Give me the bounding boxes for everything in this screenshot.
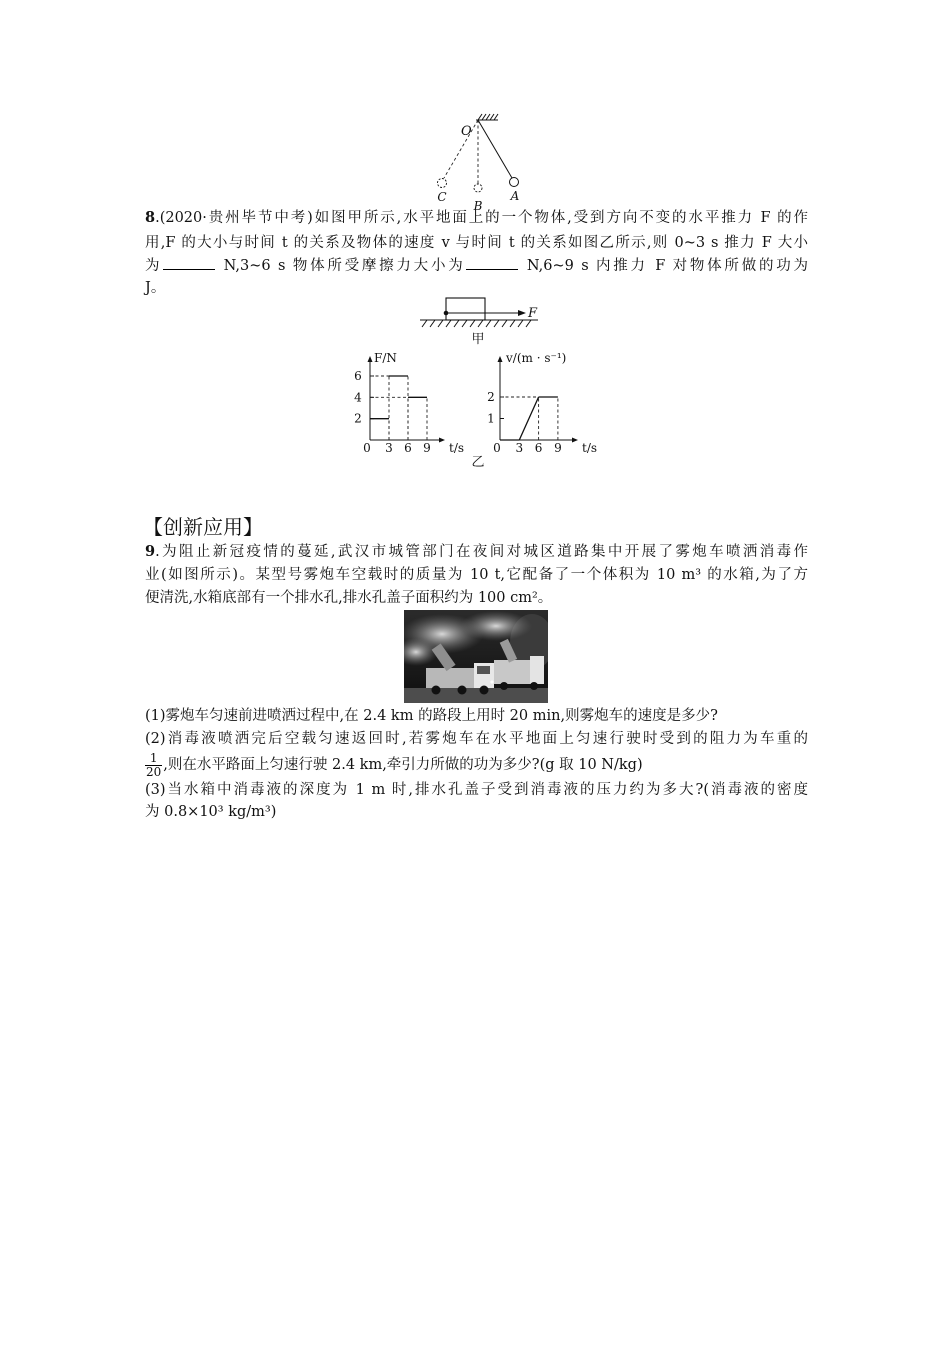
y-tick-label: 2 (354, 411, 362, 426)
x-axis-arrow (439, 438, 445, 443)
q8-line-3-b: N,3~6 s 物体所受摩擦力大小为 (216, 258, 466, 274)
bob-c (438, 179, 447, 188)
y-axis-label: v/(m · s⁻¹) (506, 351, 567, 365)
fraction-denominator: 20 (146, 764, 162, 779)
force-label: F (528, 306, 538, 321)
bob-a (510, 178, 519, 187)
y-tick-label: 1 (487, 411, 495, 426)
string-to-a (478, 120, 512, 178)
q8-line-3 (145, 255, 808, 277)
answer-blank-2 (466, 257, 518, 270)
x-tick-label: 9 (554, 441, 562, 455)
q9-line-2: 业(如图所示)。某型号雾炮车空载时的质量为 10 t,它配备了一个体积为 10 m³ 的水箱,为了方 (145, 567, 808, 583)
figure-jia-block-on-ground (415, 292, 545, 332)
label-b: B (473, 199, 483, 213)
graph-velocity-vs-time (478, 348, 608, 458)
x-tick-label: 3 (515, 441, 524, 455)
pivot-label-o: O (461, 124, 472, 139)
y-tick-label: 2 (487, 390, 495, 404)
y-axis-arrow (498, 356, 503, 362)
road (404, 688, 548, 703)
x-tick-label: 6 (404, 441, 412, 455)
q8-line-3-a: 为 (145, 258, 163, 274)
caption-yi: 乙 (471, 455, 485, 470)
ceiling-support (476, 114, 498, 120)
q9-line-1 (145, 541, 808, 563)
y-axis-arrow (368, 356, 373, 362)
q9-sub2-line-2 (145, 750, 808, 780)
caption-jia: 甲 (471, 332, 485, 347)
ground (420, 320, 538, 327)
q9-sub2-line-1: (2)消毒液喷洒完后空载匀速返回时,若雾炮车在水平地面上匀速行驶时受到的阻力为车重的 (145, 731, 808, 747)
bob-b (474, 184, 482, 192)
x-tick-label: 0 (363, 441, 371, 455)
x-axis-arrow (572, 438, 578, 443)
q8-line-1 (145, 207, 808, 229)
q9-sub1: (1)雾炮车匀速前进喷洒过程中,在 2.4 km 的路段上用时 20 min,则雾炮车的速度是多少? (145, 708, 718, 724)
fog-cannon-truck-photo (404, 610, 548, 703)
q8-line-1-text: .(2020·贵州毕节中考)如图甲所示,水平地面上的一个物体,受到方向不变的水平推力 F 的作 (155, 210, 808, 226)
section-header: 【创新应用】 (143, 515, 263, 539)
x-axis-label: t/s (449, 441, 465, 455)
x-axis-label: t/s (582, 441, 598, 455)
answer-blank-1 (163, 257, 215, 270)
q8-line-2: 用,F 的大小与时间 t 的关系及物体的速度 v 与时间 t 的关系如图乙所示,则 0~3 s 推力 F 大小 (145, 235, 808, 251)
fraction-one-twentieth (145, 752, 162, 779)
label-c: C (437, 190, 447, 204)
q9-sub2-line-2-text: ,则在水平路面上匀速行驶 2.4 km,牵引力所做的功为多少?(g 取 10 N/kg) (163, 757, 643, 773)
q9-sub3-line-1: (3)当水箱中消毒液的深度为 1 m 时,排水孔盖子受到消毒液的压力约为多大?(消毒液的密度 (145, 782, 808, 798)
q9-line-3: 便清洗,水箱底部有一个排水孔,排水孔盖子面积约为 100 cm²。 (145, 590, 553, 606)
q9-sub3-line-2: 为 0.8×10³ kg/m³) (145, 804, 277, 820)
q9-line-1-text: .为阻止新冠疫情的蔓延,武汉市城管部门在夜间对城区道路集中开展了雾炮车喷洒消毒作 (155, 544, 808, 560)
q8-line-4: J。 (145, 280, 166, 296)
block (446, 298, 485, 320)
pendulum-figure (430, 108, 530, 214)
data-segment (519, 397, 538, 440)
y-tick-label: 4 (354, 390, 362, 405)
graph-force-vs-time (345, 348, 475, 458)
x-tick-label: 9 (423, 441, 431, 455)
label-a: A (510, 189, 520, 203)
fraction-numerator: 1 (149, 750, 158, 765)
x-tick-label: 0 (493, 441, 501, 455)
q9-number: 9 (145, 543, 156, 560)
q8-number: 8 (145, 209, 156, 226)
y-tick-label: 6 (354, 369, 362, 383)
x-tick-label: 6 (534, 441, 543, 455)
y-axis-label: F/N (374, 351, 397, 365)
q8-line-3-c: N,6~9 s 内推力 F 对物体所做的功为 (519, 258, 808, 274)
x-tick-label: 3 (385, 441, 393, 455)
